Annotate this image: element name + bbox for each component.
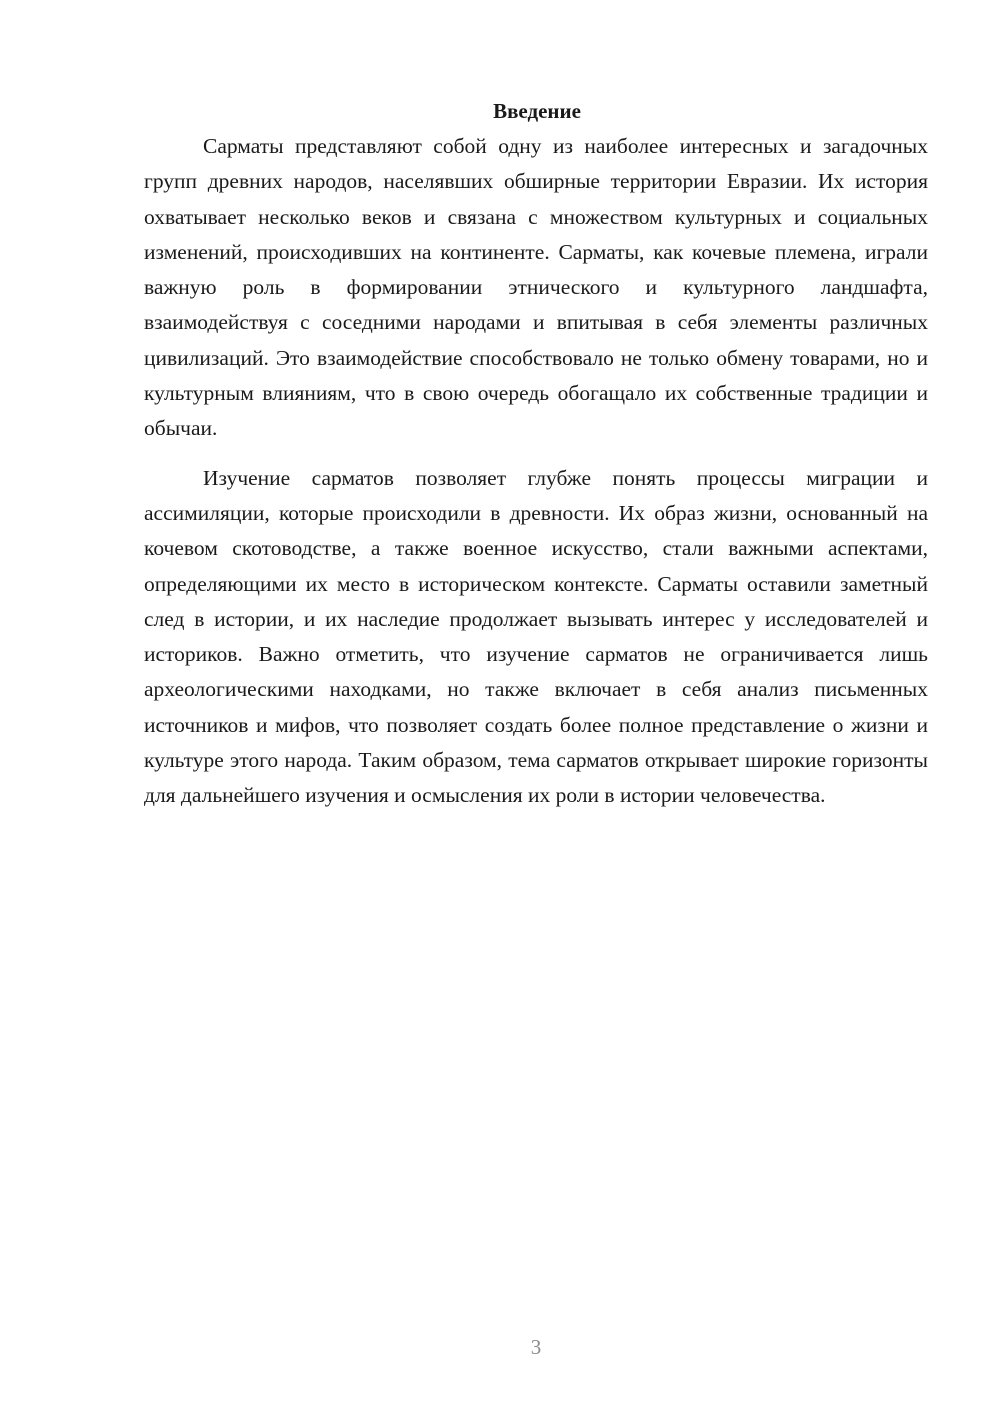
section-title: Введение	[493, 99, 581, 123]
paragraph-2: Изучение сарматов позволяет глубже понять процессы миграции и ассимиляции, которые происходили в древности. Их образ жизни, основанный на кочевом скотоводстве, а также военное искусство, стали важными аспектами, определяющими их место в историческом контексте. Сарматы оставили заметный след в истории, и их наследие продолжает вызывать интерес у исследователей и историков. Важно отметить, что изучение сарматов не ограничивается лишь археологическими находками, но также включает в себя анализ письменных источников и мифов, что позволяет создать более полное представление о жизни и культуре этого народа. Таким образом, тема сарматов открывает широкие горизонты для дальнейшего изучения и осмысления их роли в истории человечества.	[144, 465, 928, 808]
page-content	[144, 93, 928, 814]
page-number: 3	[530, 1335, 542, 1359]
paragraph-1: Сарматы представляют собой одну из наиболее интересных и загадочных групп древних народов, населявших обширные территории Евразии. Их история охватывает несколько веков и связана с множеством культурных и социальных изменений, происходивших на континенте. Сарматы, как кочевые племена, играли важную роль в формировании этнического и культурного ландшафта, взаимодействуя с соседними народами и впитывая в себя элементы различных цивилизаций. Это взаимодействие способствовало не только обмену товарами, но и культурным влияниям, что в свою очередь обогащало их собственные традиции и обычаи.	[144, 134, 928, 441]
